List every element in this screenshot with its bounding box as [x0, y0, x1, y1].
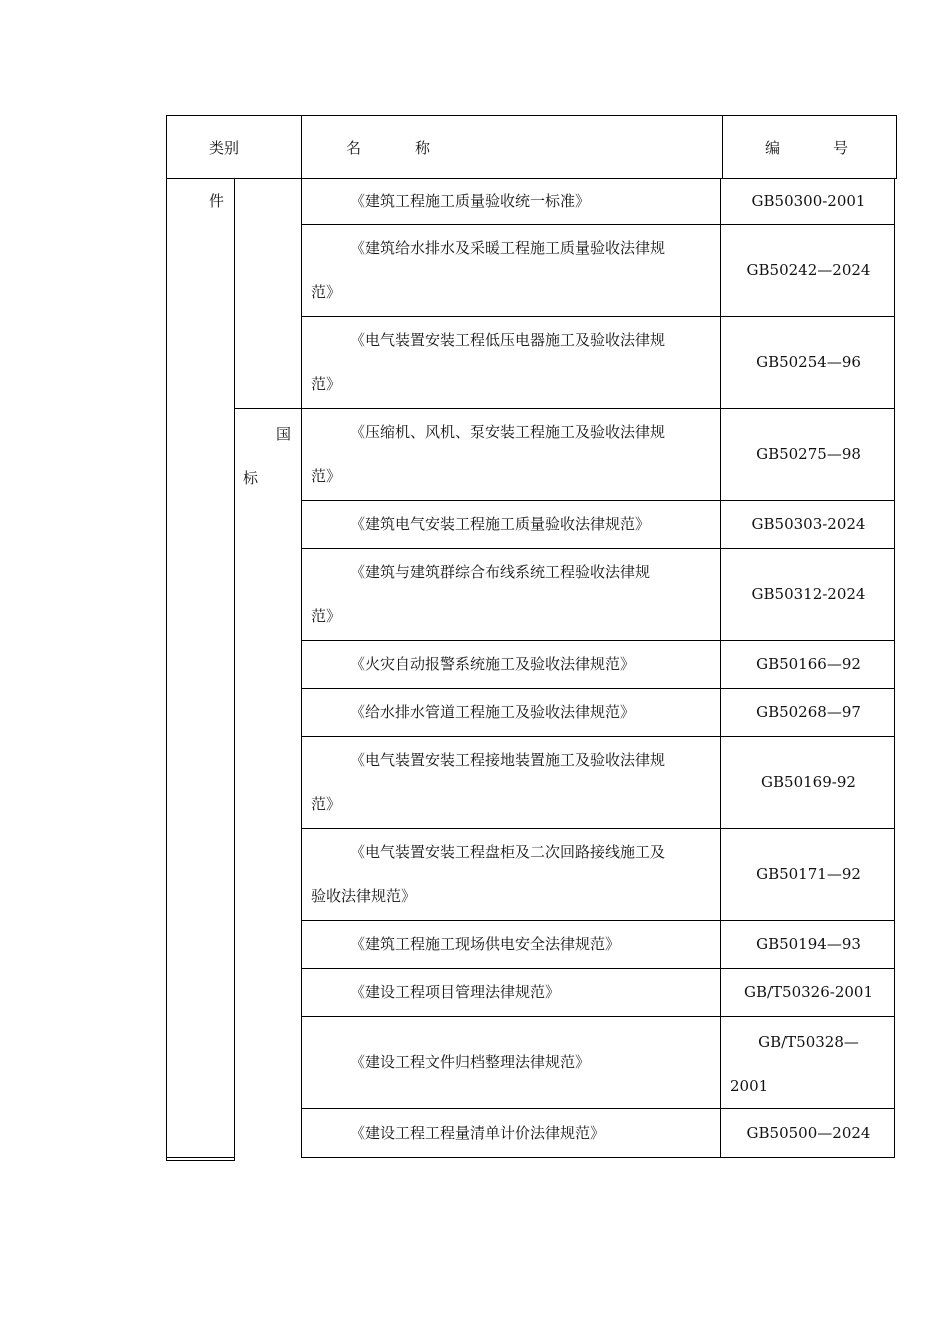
standard-code: GB50303-2024: [751, 515, 866, 533]
header-top-border: [166, 115, 897, 116]
row-separator: [301, 548, 895, 549]
standard-name: 《电气装置安装工程低压电器施工及验收法律规: [350, 331, 666, 349]
category-divider: [234, 178, 235, 1160]
row-separator: [301, 408, 895, 409]
bottom-border-2: [166, 1160, 235, 1161]
standard-name: 《建设工程工程量清单计价法律规范》: [350, 1124, 606, 1142]
standard-name-continued: 范》: [311, 283, 342, 301]
group-separator: [234, 408, 302, 409]
standard-name: 《火灾自动报警系统施工及验收法律规范》: [350, 655, 636, 673]
bottom-border-1: [166, 1157, 235, 1158]
inner-category-label-1: 国: [276, 425, 292, 443]
row-separator: [301, 640, 895, 641]
standard-name-continued: 范》: [311, 375, 342, 393]
standard-code: GB50171—92: [756, 865, 861, 883]
standard-code: GB50254—96: [756, 353, 861, 371]
row-separator: [301, 688, 895, 689]
standard-name-continued: 范》: [311, 795, 342, 813]
header-category: 类别: [209, 139, 240, 157]
standard-name: 《电气装置安装工程接地装置施工及验收法律规: [350, 751, 666, 769]
standard-name: 《建筑给水排水及采暖工程施工质量验收法律规: [350, 239, 666, 257]
standard-name: 《建筑电气安装工程施工质量验收法律规范》: [350, 515, 651, 533]
outer-category-label: 件: [209, 192, 225, 210]
header-code-char-1: 编: [765, 139, 781, 157]
header-divider-1: [301, 115, 302, 179]
standard-code: GB50300-2001: [751, 192, 866, 210]
standard-name: 《建设工程文件归档整理法律规范》: [350, 1053, 591, 1071]
row-separator: [301, 736, 895, 737]
standard-name: 《建筑与建筑群综合布线系统工程验收法律规: [350, 563, 651, 581]
standard-name-continued: 范》: [311, 607, 342, 625]
standard-code: GB50275—98: [756, 445, 861, 463]
row-separator: [301, 500, 895, 501]
standard-name: 《建筑工程施工现场供电安全法律规范》: [350, 935, 621, 953]
row-separator: [301, 920, 895, 921]
header-name-char-1: 名: [346, 139, 362, 157]
standard-name: 《建筑工程施工质量验收统一标准》: [350, 192, 591, 210]
standard-code: GB/T50328—: [758, 1033, 859, 1051]
standard-code: GB50268—97: [756, 703, 861, 721]
standard-name-continued: 范》: [311, 467, 342, 485]
row-separator: [301, 1108, 895, 1109]
standard-code-continued: 2001: [730, 1077, 769, 1095]
row-separator: [301, 316, 895, 317]
row-separator: [301, 224, 895, 225]
header-divider-2: [722, 115, 723, 179]
inner-category-label-2: 标: [243, 469, 259, 487]
standard-code: GB/T50326-2001: [743, 983, 874, 1001]
header-name-char-2: 称: [415, 139, 431, 157]
row-separator: [301, 968, 895, 969]
row-separator: [301, 1016, 895, 1017]
standard-code: GB50500—2024: [746, 1124, 871, 1142]
standard-name: 《电气装置安装工程盘柜及二次回路接线施工及: [350, 843, 666, 861]
standard-code: GB50242—2024: [746, 261, 871, 279]
name-left-border: [301, 178, 302, 1158]
left-border: [166, 115, 167, 1160]
row-separator: [301, 1157, 895, 1158]
code-left-border: [720, 178, 721, 1158]
header-code-char-2: 号: [833, 139, 849, 157]
standard-code: GB50169-92: [761, 773, 856, 791]
row-separator: [301, 828, 895, 829]
header-bottom-border: [166, 178, 897, 179]
standard-name-continued: 验收法律规范》: [311, 887, 417, 905]
standard-name: 《压缩机、风机、泵安装工程施工及验收法律规: [350, 423, 666, 441]
standard-code: GB50166—92: [756, 655, 861, 673]
standard-code: GB50194—93: [756, 935, 861, 953]
standard-name: 《建设工程项目管理法律规范》: [350, 983, 561, 1001]
standard-name: 《给水排水管道工程施工及验收法律规范》: [350, 703, 636, 721]
header-right-border: [896, 115, 897, 179]
standard-code: GB50312-2024: [751, 585, 866, 603]
